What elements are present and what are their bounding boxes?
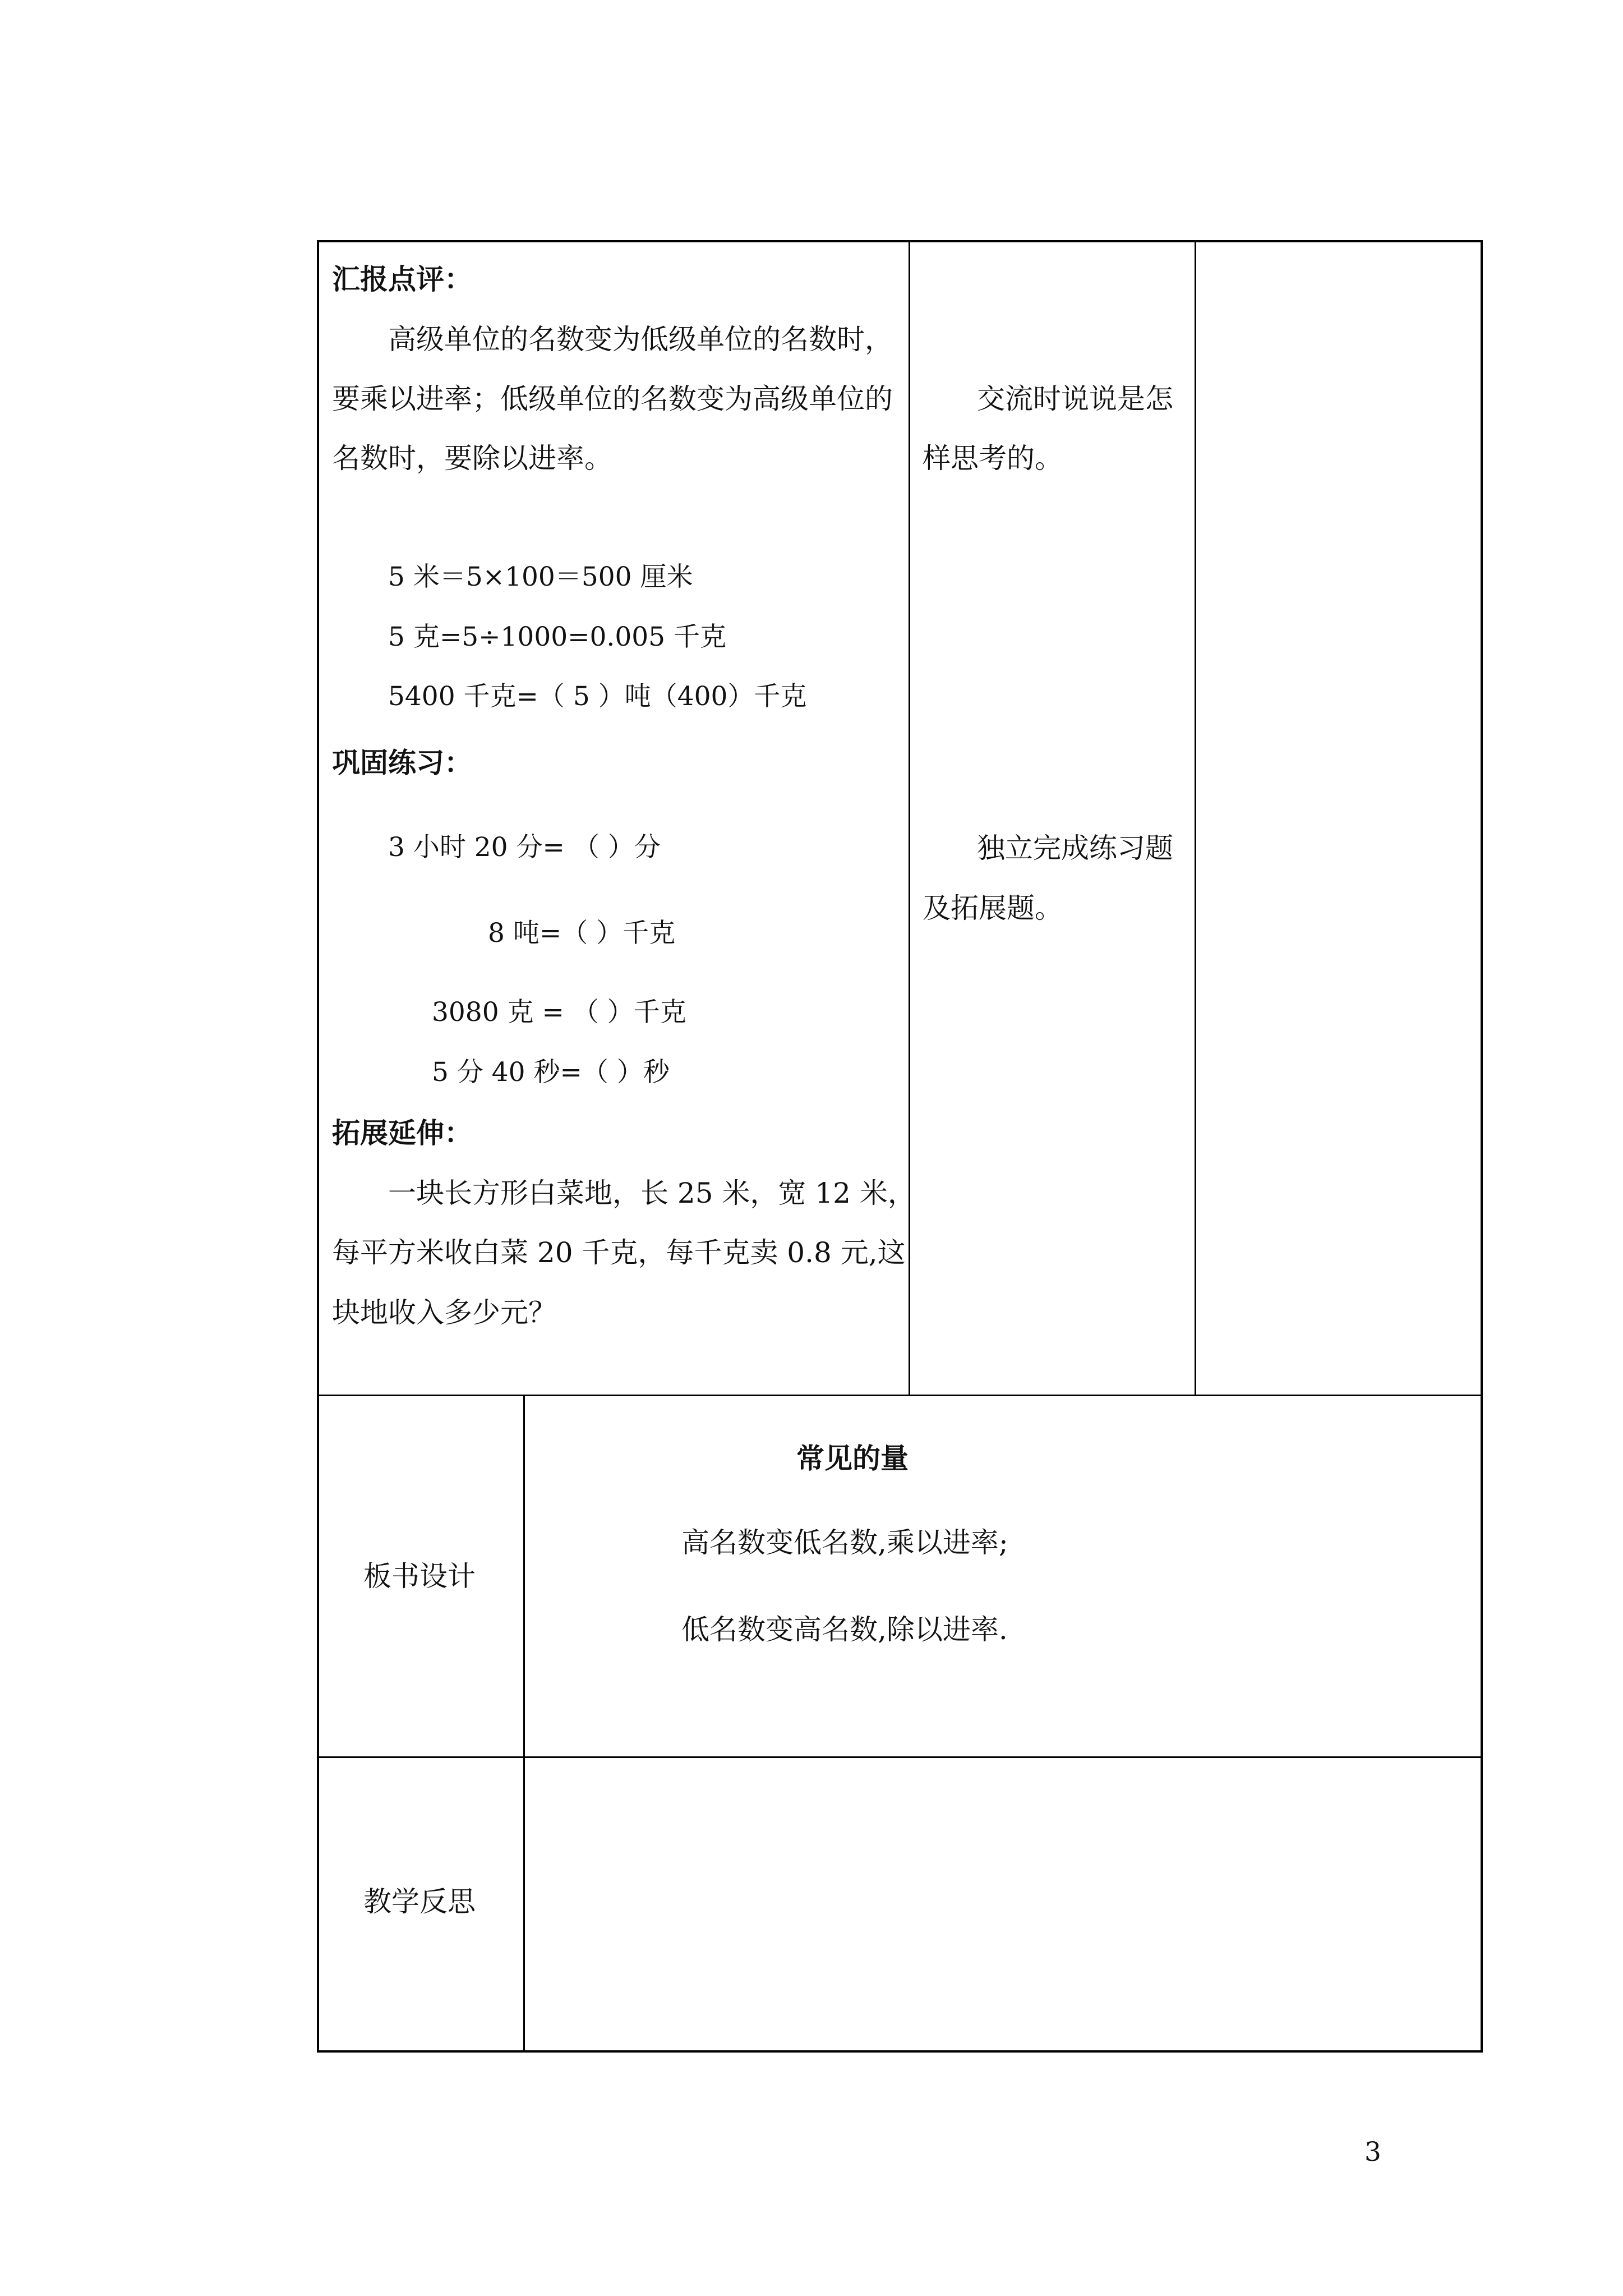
student-note-line: 样思考的。: [923, 442, 1063, 475]
extension-paragraph-line: 一块长方形白菜地，长 25 米，宽 12 米，: [388, 1177, 916, 1209]
column-divider-1: [909, 240, 910, 1396]
practice-line: 5 分 40 秒=（ ）秒: [432, 1057, 670, 1088]
practice-line: 8 吨=（ ）千克: [488, 918, 676, 949]
extension-heading: 拓展延伸：: [332, 1116, 472, 1149]
student-note-line: 交流时说说是怎: [977, 383, 1173, 415]
label-column-divider: [523, 1395, 525, 2052]
page-number: 3: [1364, 2137, 1381, 2168]
student-note-line: 独立完成练习题: [977, 832, 1173, 864]
reflection-label: 教学反思: [363, 1885, 476, 1918]
example-line: 5 克=5÷1000=0.005 千克: [388, 622, 726, 652]
report-heading: 汇报点评：: [332, 263, 472, 296]
board-design-line: 高名数变低名数,乘以进率;: [681, 1526, 1008, 1559]
student-note-line: 及拓展题。: [923, 892, 1063, 924]
board-design-title: 常见的量: [796, 1442, 909, 1475]
board-design-line: 低名数变高名数,除以进率.: [681, 1613, 1008, 1646]
table-right-border: [1481, 240, 1483, 2053]
extension-paragraph-line: 每平方米收白菜 20 千克，每千克卖 0.8 元,这: [332, 1236, 906, 1269]
practice-line: 3080 克 = （ ）千克: [432, 997, 686, 1028]
report-paragraph-line: 名数时，要除以进率。: [332, 442, 612, 475]
extension-paragraph-line: 块地收入多少元？: [332, 1296, 556, 1329]
example-line: 5400 千克=（ 5 ）吨（400）千克: [388, 681, 807, 712]
board-design-label: 板书设计: [363, 1560, 476, 1593]
table-bottom-border: [317, 2050, 1483, 2053]
report-paragraph-line: 要乘以进率；低级单位的名数变为高级单位的: [332, 383, 893, 415]
column-divider-2: [1195, 240, 1196, 1396]
table-left-border: [317, 240, 319, 2053]
practice-heading: 巩固练习：: [332, 746, 472, 779]
row-divider-1: [317, 1395, 1483, 1396]
report-paragraph-line: 高级单位的名数变为低级单位的名数时，: [388, 323, 893, 356]
practice-line: 3 小时 20 分= （ ）分: [388, 832, 661, 863]
row-divider-2: [317, 1756, 1483, 1758]
table-top-border: [317, 240, 1483, 242]
example-line: 5 米＝5×100＝500 厘米: [388, 562, 693, 592]
